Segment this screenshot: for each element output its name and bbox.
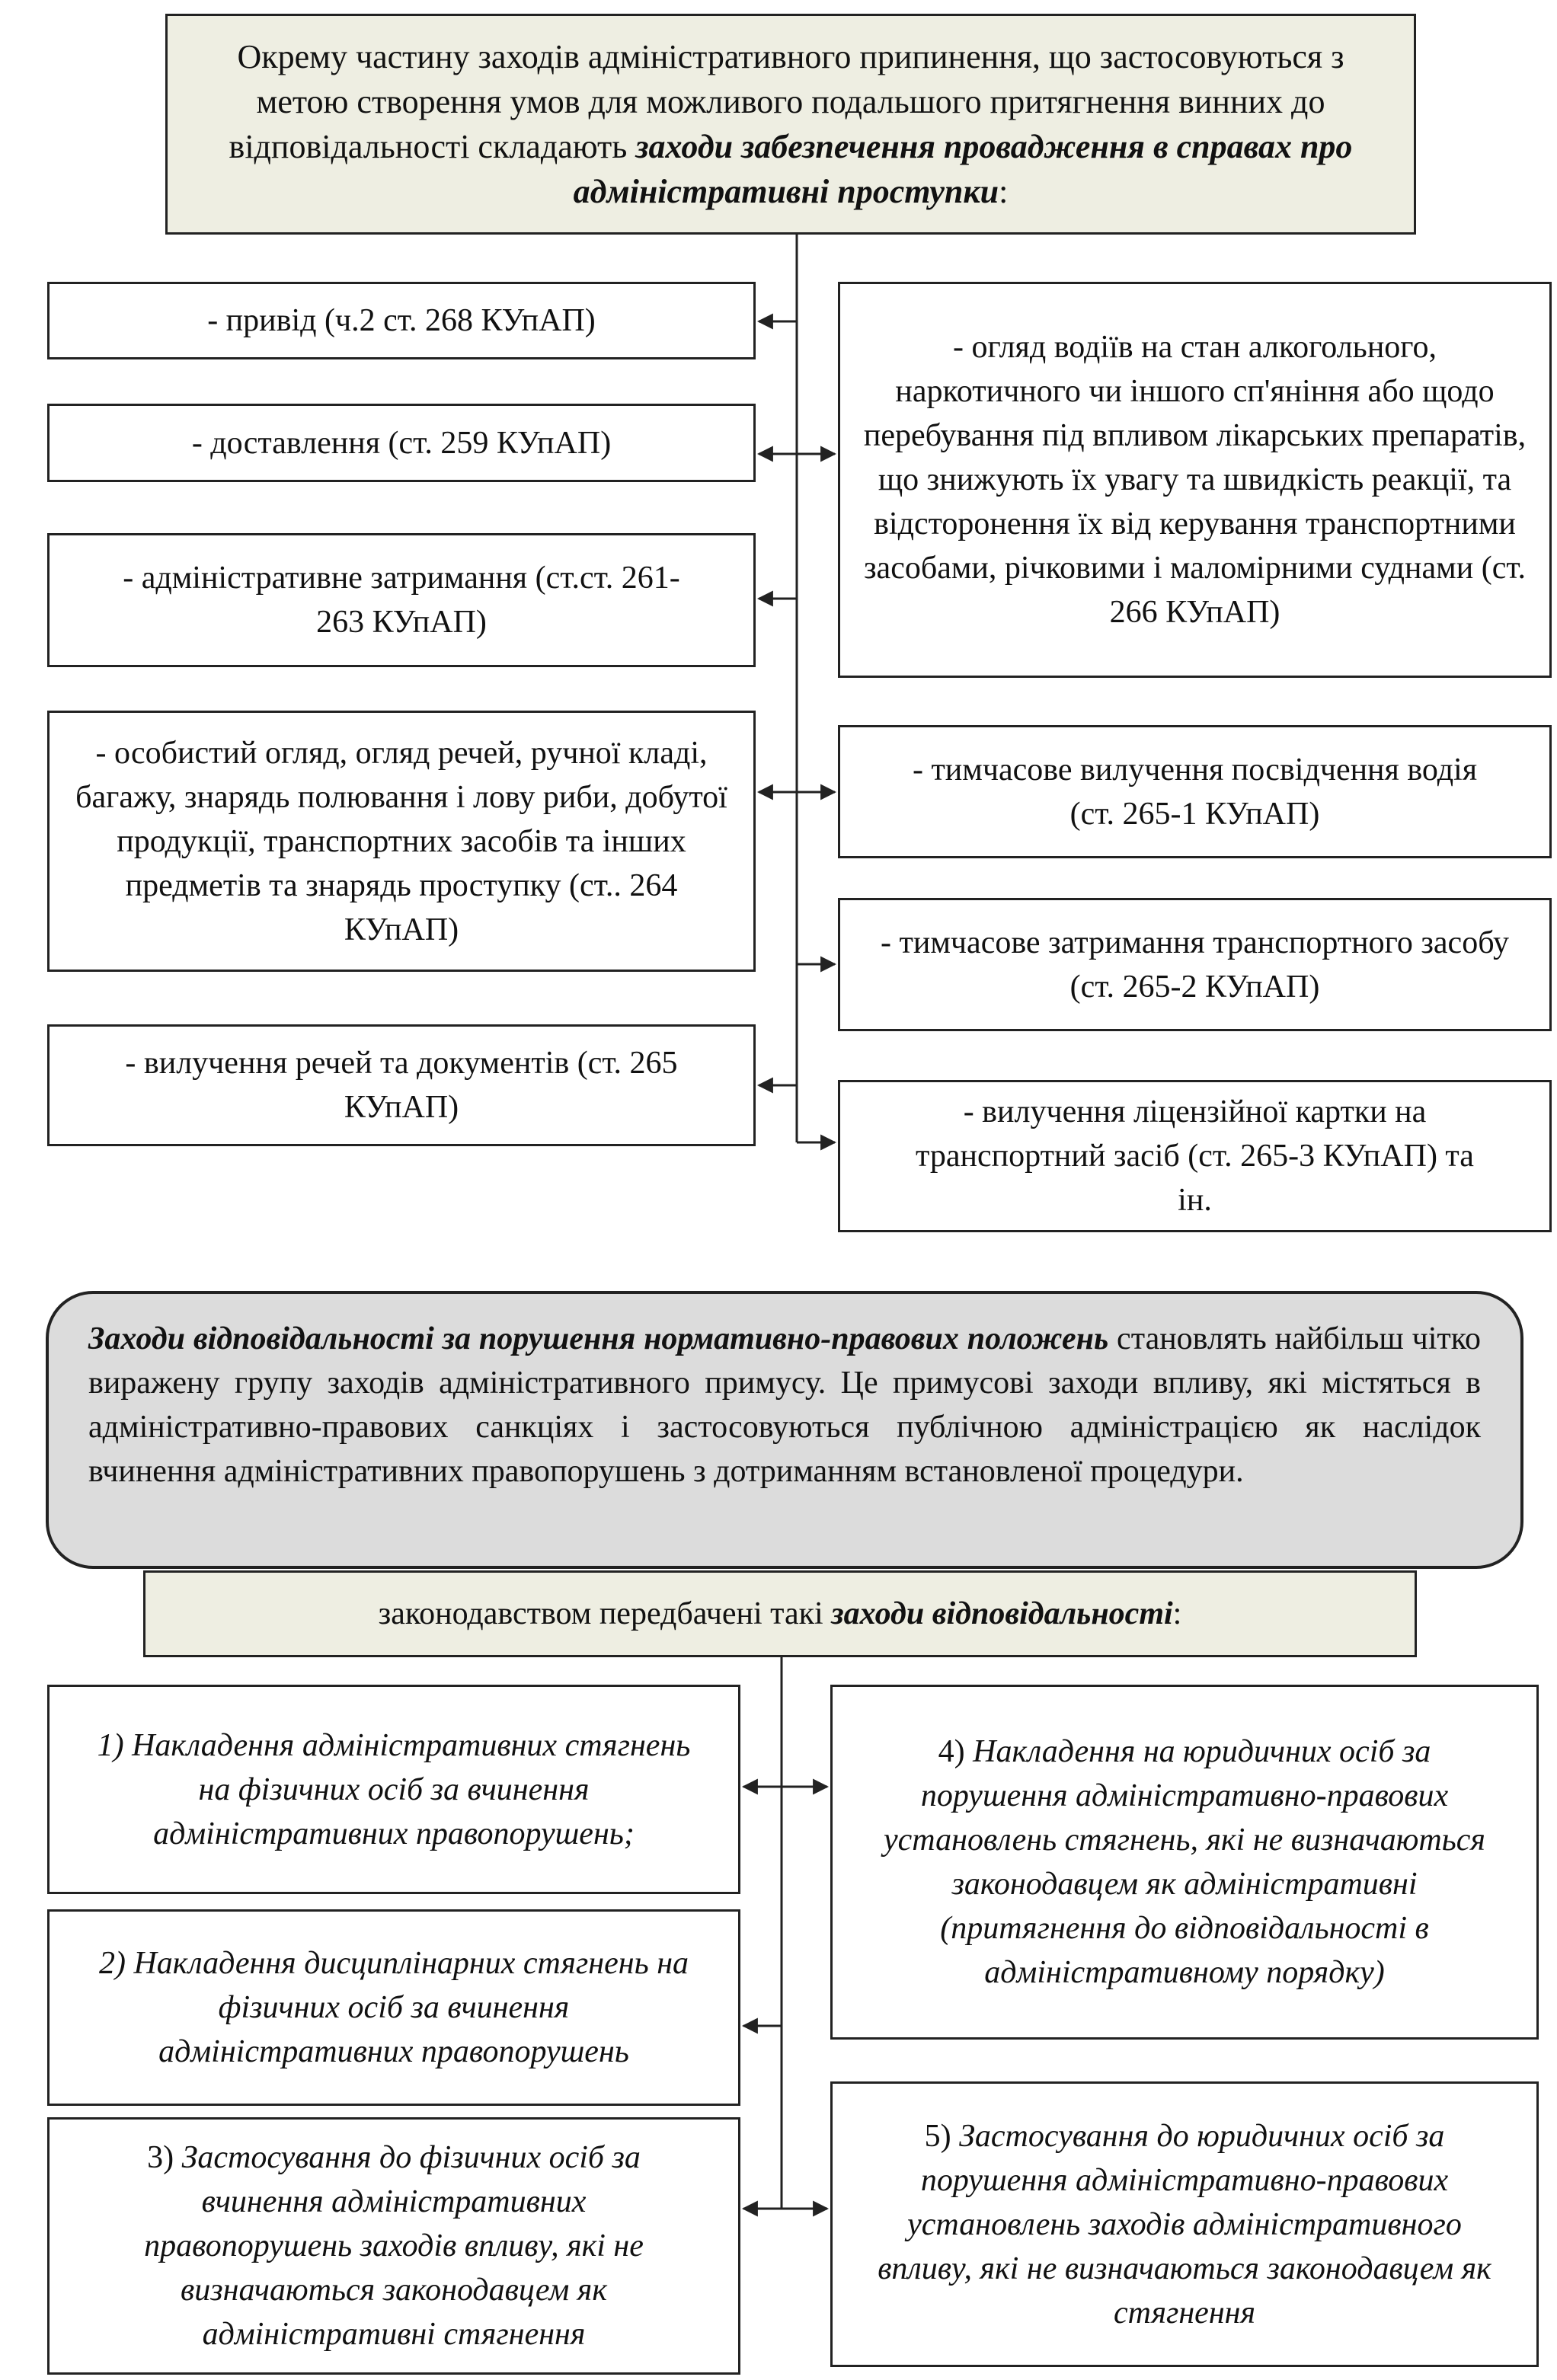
top-header-text: Окрему частину заходів адміністративного припинення, що застосовуються з метою створення умов для можливого подальшого притягнення винних до відповідальності складають: [229, 38, 1344, 165]
subheader-box: законодавством передбачені такі заходи відповідальності:: [143, 1570, 1417, 1657]
measure-item-4: 4) Накладення на юридичних осіб за порушення адміністративно-правових установлень стягнень, які не визначаються законодавцем як адміністративні (притягнення до відповідальності в адміністративному порядку): [830, 1685, 1539, 2040]
measure-item-2: 2) Накладення дисциплінарних стягнень на фізичних осіб за вчинення адміністративних правопорушень: [47, 1909, 740, 2106]
top-header-emphasis: заходи забезпечення провадження в справах про адміністративні проступки: [573, 128, 1353, 210]
measure-item-5: 5) Застосування до юридичних осіб за порушення адміністративно-правових установлень заходів адміністративного впливу, які не визначаються законодавцем як стягнення: [830, 2081, 1539, 2367]
definition-box: [46, 1291, 1523, 1569]
top-header-box: Окрему частину заходів адміністративного припинення, що застосовуються з метою створення умов для можливого подальшого притягнення винних до відповідальності складають заходи забезпечення провадження в справах про адміністративні проступки:: [165, 14, 1416, 235]
privid-box: - привід (ч.2 ст. 268 КУпАП): [47, 282, 756, 359]
vyluchennia-posvidchennia-box: - тимчасове вилучення посвідчення водія (ст. 265-1 КУпАП): [838, 725, 1552, 858]
measure-item-1: 1) Накладення адміністративних стягнень на фізичних осіб за вчинення адміністративних правопорушень;: [47, 1685, 740, 1894]
zatrymannia-transportu-box: - тимчасове затримання транспортного засобу (ст. 265-2 КУпАП): [838, 898, 1552, 1031]
zatrymannia-box: - адміністративне затримання (ст.ст. 261-263 КУпАП): [47, 533, 756, 667]
definition-text: становлять найбільш чітко виражену групу заходів адміністративного примусу. Це примусові заходи впливу, які містяться в адміністративно-правових санкціях і застосовуються публічною адміністрацією як наслідок вчинення адміністративних правопорушень з дотриманням встановленої процедури.: [88, 1321, 1481, 1489]
measure-item-3: 3) Застосування до фізичних осіб за вчинення адміністративних правопорушень заходів впливу, які не визначаються законодавцем як адміністративні стягнення: [47, 2117, 740, 2375]
subheader-emphasis: заходи відповідальності: [831, 1596, 1173, 1631]
vyluchennia-litsenzii-box: - вилучення ліцензійної картки на транспортний засіб (ст. 265-3 КУпАП) та ін.: [838, 1080, 1552, 1232]
vyluchennia-rechei-box: - вилучення речей та документів (ст. 265 КУпАП): [47, 1024, 756, 1146]
osobystyi-ohliad-box: - особистий огляд, огляд речей, ручної кладі, багажу, знарядь полювання і лову риби, добутої продукції, транспортних засобів та інших предметів та знарядь проступку (ст.. 264 КУпАП): [47, 711, 756, 972]
ohliad-vodiiv-box: - огляд водіїв на стан алкогольного, наркотичного чи іншого сп'яніння або щодо перебування під впливом лікарських препаратів, що знижують їх увагу та швидкість реакції, та відсторонення їх від керування транспортними засобами, річковими і маломірними суднами (ст. 266 КУпАП): [838, 282, 1552, 678]
definition-emphasis: Заходи відповідальності за порушення нормативно-правових положень: [88, 1321, 1109, 1356]
dostavlennia-box: - доставлення (ст. 259 КУпАП): [47, 404, 756, 482]
